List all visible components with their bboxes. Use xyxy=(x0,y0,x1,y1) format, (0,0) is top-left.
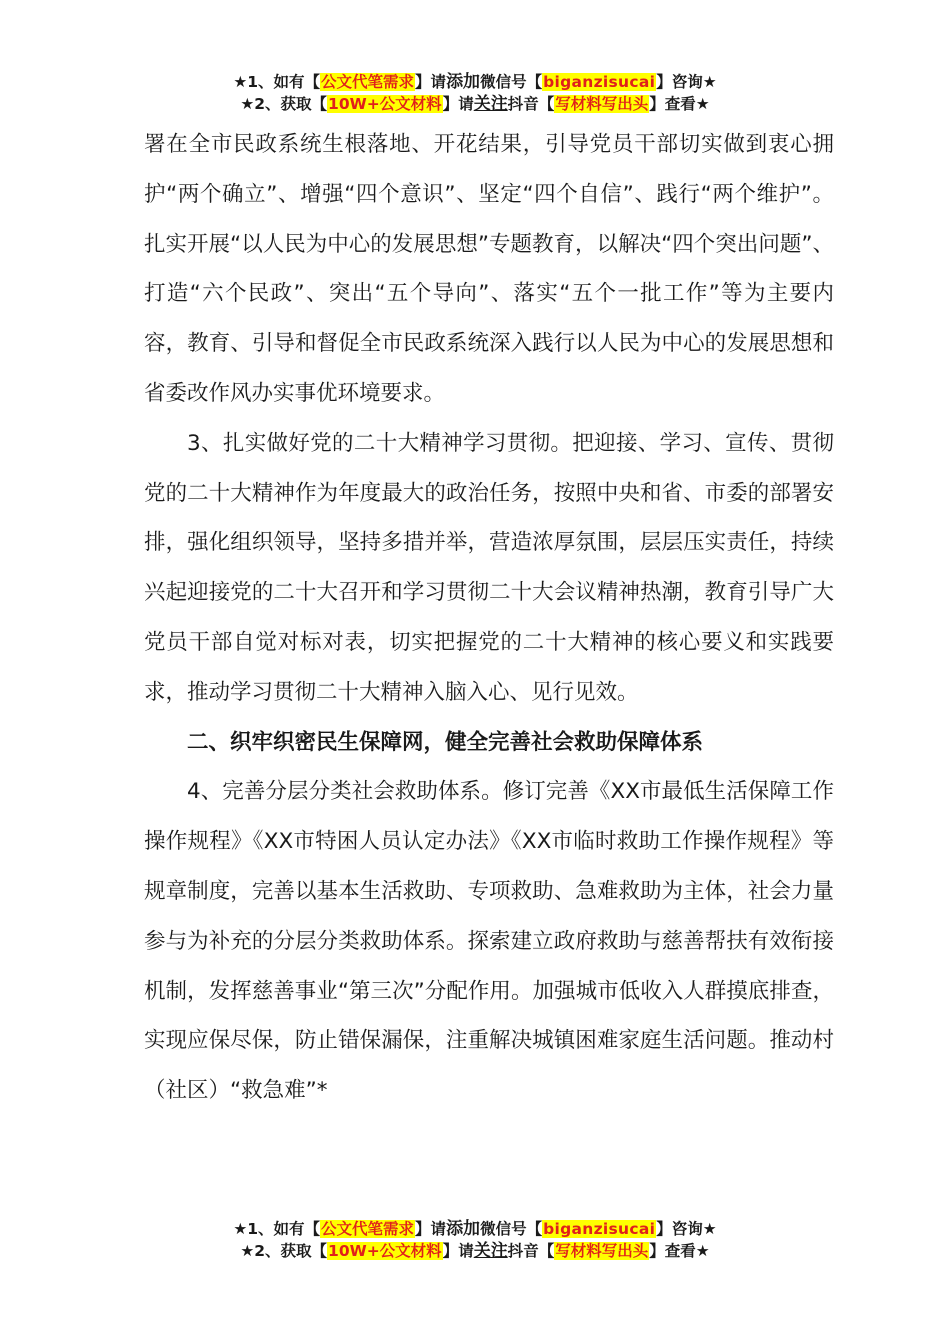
top-promo-banner xyxy=(0,71,950,115)
promo-highlight: 10W+公文材料 xyxy=(328,1242,442,1260)
promo-line-2 xyxy=(0,1240,950,1262)
promo-highlight: 公文代笔需求 xyxy=(321,73,415,91)
promo-text: 】请 xyxy=(442,1242,474,1260)
body-paragraph: 4、完善分层分类社会救助体系。修订完善《XX市最低生活保障工作操作规程》《XX市特困人员认定办法》《XX市临时救助工作操作规程》等规章制度，完善以基本生活救助、专项救助、急难救助为主体，社会力量参与为补充的分层分类救助体系。探索建立政府救助与慈善帮扶有效衔接机制，发挥慈善事业“第三次”分配作用。加强城市低收入人群摸底排查，实现应保尽保，防止错保漏保，注重解决城镇困难家庭生活问题。推动村（社区）“救急难”* xyxy=(144,779,834,1104)
promo-text: 微信号【 xyxy=(480,1220,543,1238)
promo-text: 】查看★ xyxy=(649,1242,710,1260)
promo-text: ★1、如有【 xyxy=(233,73,321,91)
promo-text: 】请 xyxy=(415,73,447,91)
document-body xyxy=(144,120,834,1116)
promo-highlight: 10W+公文材料 xyxy=(328,95,442,113)
promo-highlight: 公文代笔需求 xyxy=(321,1220,415,1238)
promo-highlight: 写材料写出头 xyxy=(555,1242,649,1260)
promo-text: 抖音【 xyxy=(507,1242,555,1260)
promo-emphasis: 添加 xyxy=(446,1219,481,1239)
bottom-promo-banner xyxy=(0,1218,950,1262)
section-heading: 二、织牢织密民生保障网，健全完善社会救助保障体系 xyxy=(187,729,704,755)
promo-line-1 xyxy=(0,71,950,93)
promo-line-2 xyxy=(0,93,950,115)
promo-highlight: biganzisucai xyxy=(543,1220,656,1238)
body-paragraph: 3、扎实做好党的二十大精神学习贯彻。把迎接、学习、宣传、贯彻党的二十大精神作为年度最大的政治任务，按照中央和省、市委的部署安排，强化组织领导，坚持多措并举，营造浓厚氛围，层层压实责任，持续兴起迎接党的二十大召开和学习贯彻二十大会议精神热潮，教育引导广大党员干部自觉对标对表，切实把握党的二十大精神的核心要义和实践要求，推动学习贯彻二十大精神入脑入心、见行见效。 xyxy=(144,430,834,705)
promo-text: 】请 xyxy=(442,95,474,113)
promo-text: ★2、获取【 xyxy=(240,95,328,113)
promo-emphasis: 关注 xyxy=(473,94,508,114)
promo-line-1 xyxy=(0,1218,950,1240)
promo-highlight: 写材料写出头 xyxy=(555,95,649,113)
promo-text: ★1、如有【 xyxy=(233,1220,321,1238)
promo-text: 】咨询★ xyxy=(656,73,717,91)
body-paragraph: 署在全市民政系统生根落地、开花结果，引导党员干部切实做到衷心拥护“两个确立”、增强“四个意识”、坚定“四个自信”、践行“两个维护”。扎实开展“以人民为中心的发展思想”专题教育，以解决“四个突出问题”、打造“六个民政”、突出“五个导向”、落实“五个一批工作”等为主要内容，教育、引导和督促全市民政系统深入践行以人民为中心的发展思想和省委改作风办实事优环境要求。 xyxy=(144,132,834,406)
promo-text: ★2、获取【 xyxy=(240,1242,328,1260)
promo-text: 抖音【 xyxy=(507,95,555,113)
promo-emphasis: 添加 xyxy=(446,72,481,92)
promo-text: 】咨询★ xyxy=(656,1220,717,1238)
promo-emphasis: 关注 xyxy=(473,1241,508,1261)
promo-highlight: biganzisucai xyxy=(543,73,656,91)
promo-text: 】查看★ xyxy=(649,95,710,113)
promo-text: 微信号【 xyxy=(480,73,543,91)
promo-text: 】请 xyxy=(415,1220,447,1238)
